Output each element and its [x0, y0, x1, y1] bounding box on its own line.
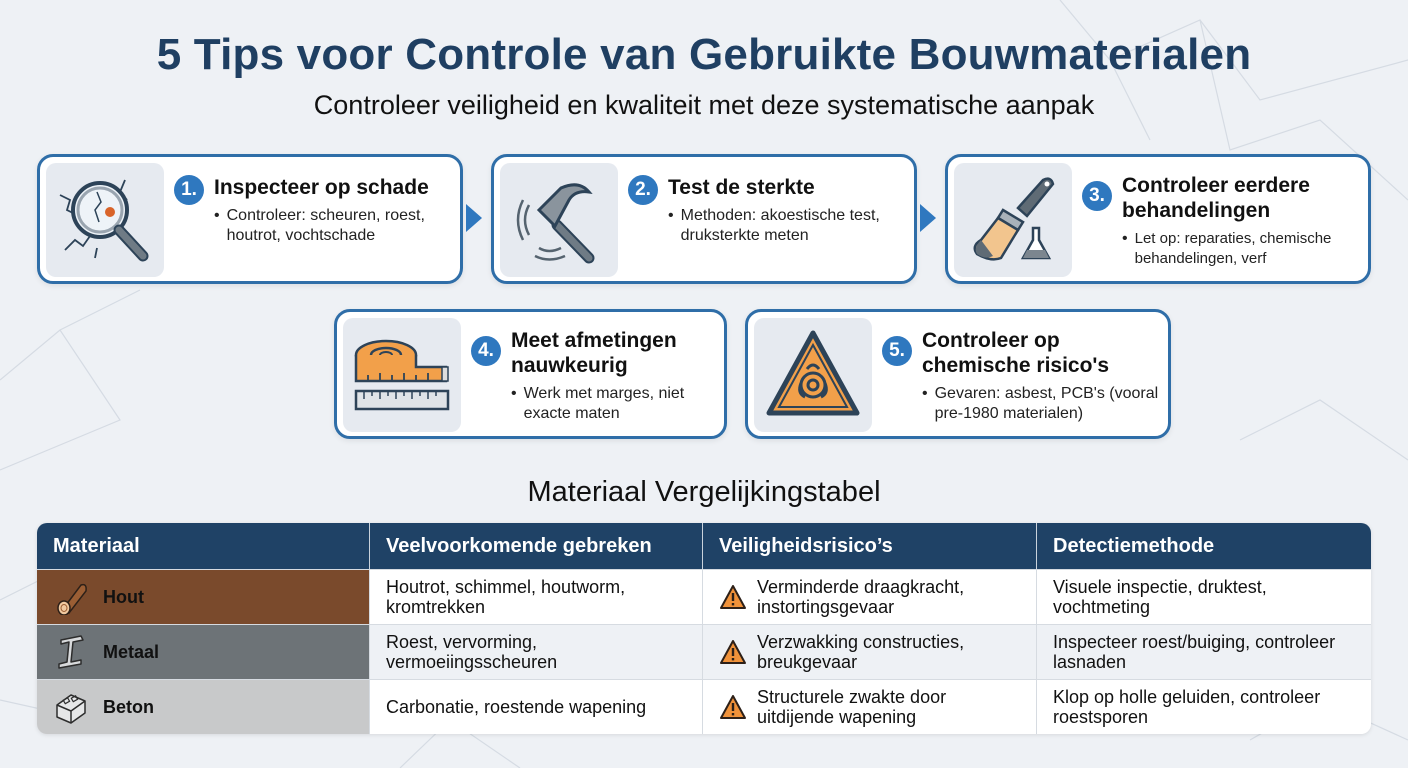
page-title: 5 Tips voor Controle van Gebruikte Bouwmaterialen: [156, 30, 1252, 79]
table-header-row: [37, 523, 1371, 569]
wood-log-icon: [53, 579, 89, 615]
material-cell: [37, 624, 370, 679]
tip-title: Inspecteer op schade: [214, 176, 429, 199]
tip-title: Meet afmetingen nauwkeurig: [511, 329, 677, 377]
tip-card-5: [745, 309, 1171, 439]
tip-card-2: [491, 154, 917, 284]
steel-beam-icon: [53, 634, 89, 670]
tape-measure-icon: [343, 318, 461, 432]
warning-icon: [719, 694, 747, 720]
hammer-sound-icon: [500, 163, 618, 277]
warning-icon: [719, 639, 747, 665]
detection-cell: Klop op holle geluiden, controleer roestsporen: [1037, 679, 1371, 734]
tip-bullet: • Werk met marges, niet exacte maten: [511, 385, 685, 422]
table-row: [37, 679, 1371, 734]
page-subtitle: Controleer veiligheid en kwaliteit met deze systematische aanpak: [313, 90, 1095, 120]
defects-cell: Roest, vervorming, vermoeiingsscheuren: [370, 624, 703, 679]
table-row: [37, 569, 1371, 624]
material-name: Beton: [103, 697, 154, 717]
flow-arrow-icon: [920, 204, 936, 232]
step-badge: 3.: [1082, 181, 1112, 211]
tip-title: Controleer op chemische risico's: [922, 329, 1110, 377]
flow-arrow-icon: [466, 204, 482, 232]
column-header: Veelvoorkomende gebreken: [370, 523, 703, 569]
step-badge: 1.: [174, 175, 204, 205]
magnifier-crack-icon: [46, 163, 164, 277]
material-name: Hout: [103, 587, 144, 607]
tip-title: Test de sterkte: [668, 176, 815, 199]
tip-card-4: [334, 309, 727, 439]
step-badge: 4.: [471, 336, 501, 366]
column-header: Veiligheidsrisico’s: [703, 523, 1037, 569]
risks-cell: Verzwakking constructies, breukgevaar: [703, 624, 1037, 679]
defects-cell: Houtrot, schimmel, houtworm, kromtrekken: [370, 569, 703, 624]
detection-cell: Inspecteer roest/buiging, controleer lasnaden: [1037, 624, 1371, 679]
tip-bullet: • Controleer: scheuren, roest, houtrot, vochtschade: [214, 207, 425, 244]
material-cell: [37, 569, 370, 624]
tip-bullet: • Let op: reparaties, chemische behandelingen, verf: [1122, 230, 1332, 267]
defects-cell: Carbonatie, roestende wapening: [370, 679, 703, 734]
paintbrush-flask-icon: [954, 163, 1072, 277]
risks-cell: Structurele zwakte door uitdijende wapening: [703, 679, 1037, 734]
table-title: Materiaal Vergelijkingstabel: [527, 476, 881, 508]
material-cell: [37, 679, 370, 734]
material-comparison-table: [37, 523, 1371, 734]
step-badge: 5.: [882, 336, 912, 366]
detection-cell: Visuele inspectie, druktest, vochtmeting: [1037, 569, 1371, 624]
warning-icon: [719, 584, 747, 610]
biohazard-icon: [754, 318, 872, 432]
step-badge: 2.: [628, 175, 658, 205]
tip-card-1: [37, 154, 463, 284]
material-name: Metaal: [103, 642, 160, 662]
tip-title: Controleer eerdere behandelingen: [1122, 174, 1310, 222]
risks-cell: Verminderde draagkracht, instortingsgevaar: [703, 569, 1037, 624]
table-row: [37, 624, 1371, 679]
tip-card-3: [945, 154, 1371, 284]
tip-bullet: • Methoden: akoestische test, druksterkte meten: [668, 207, 880, 244]
concrete-block-icon: [53, 689, 89, 725]
column-header: Detectiemethode: [1037, 523, 1371, 569]
tip-bullet: • Gevaren: asbest, PCB's (vooral pre-1980 materialen): [922, 385, 1159, 422]
column-header: Materiaal: [37, 523, 370, 569]
